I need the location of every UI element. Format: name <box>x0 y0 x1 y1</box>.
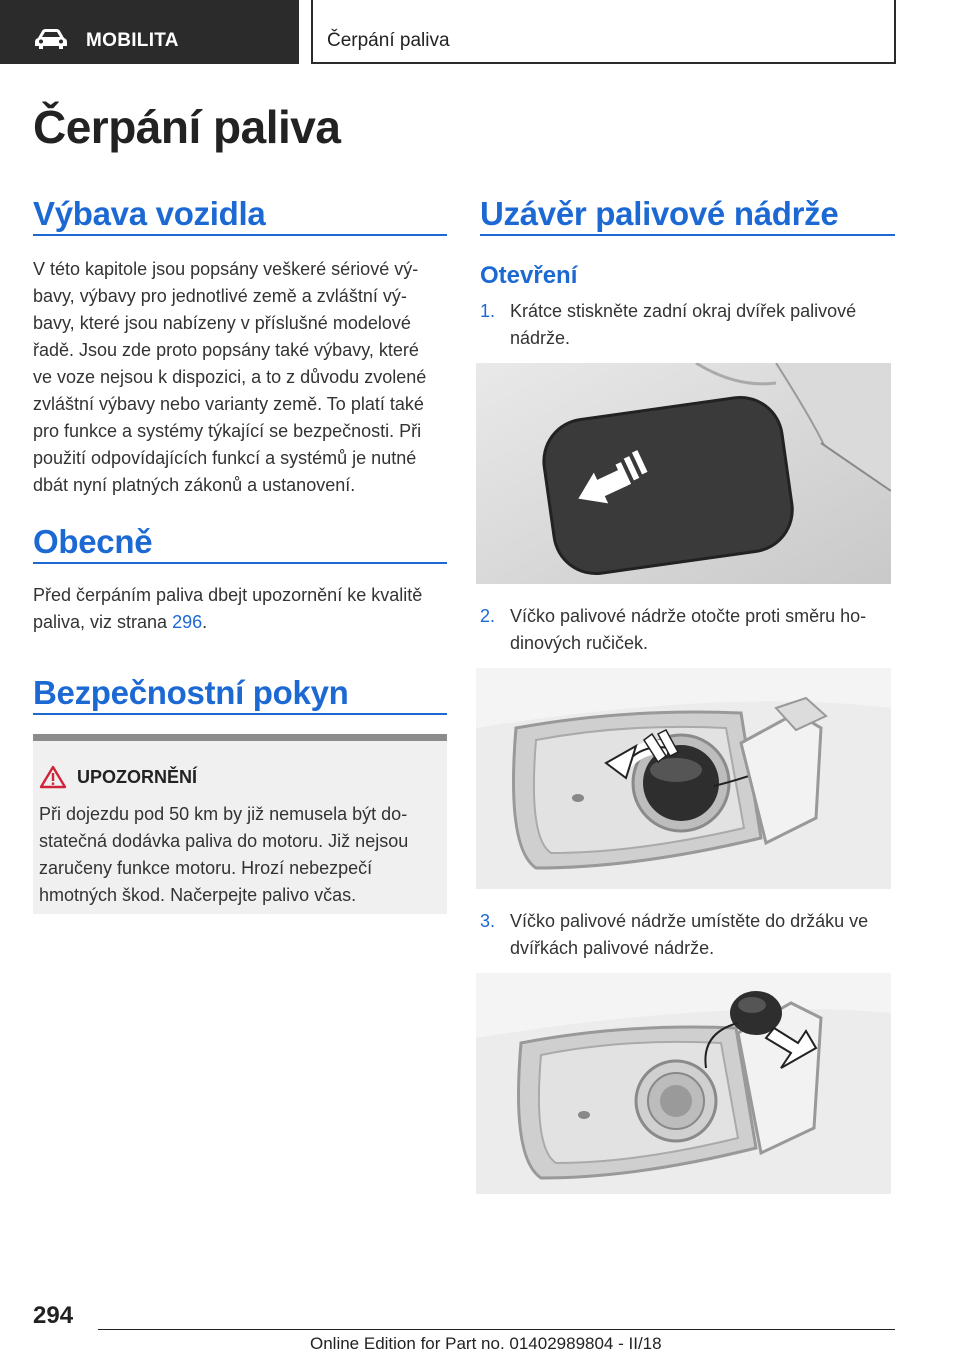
warning-icon <box>39 765 67 789</box>
text-line: Před čerpáním paliva dbejt upozornění ke kvalitě <box>33 585 423 605</box>
rule-safety <box>33 713 447 715</box>
text-line: zaručeny funkce motoru. Hrozí nebezpečí <box>39 858 373 878</box>
text-line: ve voze nejsou k dispozici, a to z důvodu zvolené <box>33 367 427 387</box>
warning-label: UPOZORNĚNÍ <box>77 767 198 787</box>
text-line: paliva, viz strana 296. <box>33 612 208 632</box>
section-label: MOBILITA <box>86 30 179 51</box>
footer-edition: Online Edition for Part no. 01402989804 - II/18 <box>310 1334 662 1353</box>
text-line: bavy, které jsou nabízeny v příslušné modelové <box>33 313 411 333</box>
text-line: dbát nyní platných zákonů a ustanovení. <box>33 475 356 495</box>
text-line: bavy, výbavy pro jednotlivé země a zvláštní vý- <box>33 286 407 306</box>
heading-equipment: Výbava vozidla <box>33 195 266 232</box>
heading-general: Obecně <box>33 523 153 560</box>
heading-safety: Bezpečnostní pokyn <box>33 674 349 711</box>
fuel-cap-turn-image <box>476 668 891 889</box>
rule-fuel-cap <box>480 234 895 236</box>
step-number: 2. <box>480 606 496 626</box>
text-line: použití odpovídajících funkcí a systémů je nutné <box>33 448 417 468</box>
equipment-text <box>33 256 453 499</box>
text-line: pro funkce a systémy týkající se bezpečnosti. Při <box>33 421 422 441</box>
rule-general <box>33 562 447 564</box>
warning-box <box>33 734 447 914</box>
step-text: Krátce stiskněte zadní okraj dvířek palivové nádrže. <box>510 301 857 348</box>
step-number: 1. <box>480 301 496 321</box>
text-line: řadě. Jsou zde proto popsány také výbavy, které <box>33 340 419 360</box>
text-line: statečná dodávka paliva do motoru. Již nejsou <box>39 831 409 851</box>
text-line: zvláštní výbavy nebo varianty země. To platí také <box>33 394 424 414</box>
page-title: Čerpání paliva <box>33 101 341 153</box>
car-icon <box>34 28 68 50</box>
general-text <box>33 582 453 636</box>
rule-equipment <box>33 234 447 236</box>
step-text: Víčko palivové nádrže umístěte do držáku ve dvířkách palivové nádrže. <box>510 911 869 958</box>
warning-text <box>39 801 439 909</box>
page-number: 294 <box>33 1302 74 1329</box>
section-tab[interactable] <box>0 0 299 64</box>
step-number: 3. <box>480 911 496 931</box>
footer-rule <box>98 1329 895 1330</box>
subheading-opening: Otevření <box>480 262 578 289</box>
fuel-cap-holder-image <box>476 973 891 1194</box>
step-text: Víčko palivové nádrže otočte proti směru ho- dinových ručiček. <box>510 606 867 653</box>
chapter-title: Čerpání paliva <box>327 30 450 51</box>
text-line: hmotných škod. Načerpejte palivo včas. <box>39 885 357 905</box>
page-link[interactable]: 296 <box>172 612 203 632</box>
chapter-header <box>311 0 896 64</box>
fuel-door-image <box>476 363 891 584</box>
text-line: V této kapitole jsou popsány veškeré sériové vý- <box>33 259 419 279</box>
heading-fuel-cap: Uzávěr palivové nádrže <box>480 195 839 232</box>
text-line: Při dojezdu pod 50 km by již nemusela být do- <box>39 804 408 824</box>
